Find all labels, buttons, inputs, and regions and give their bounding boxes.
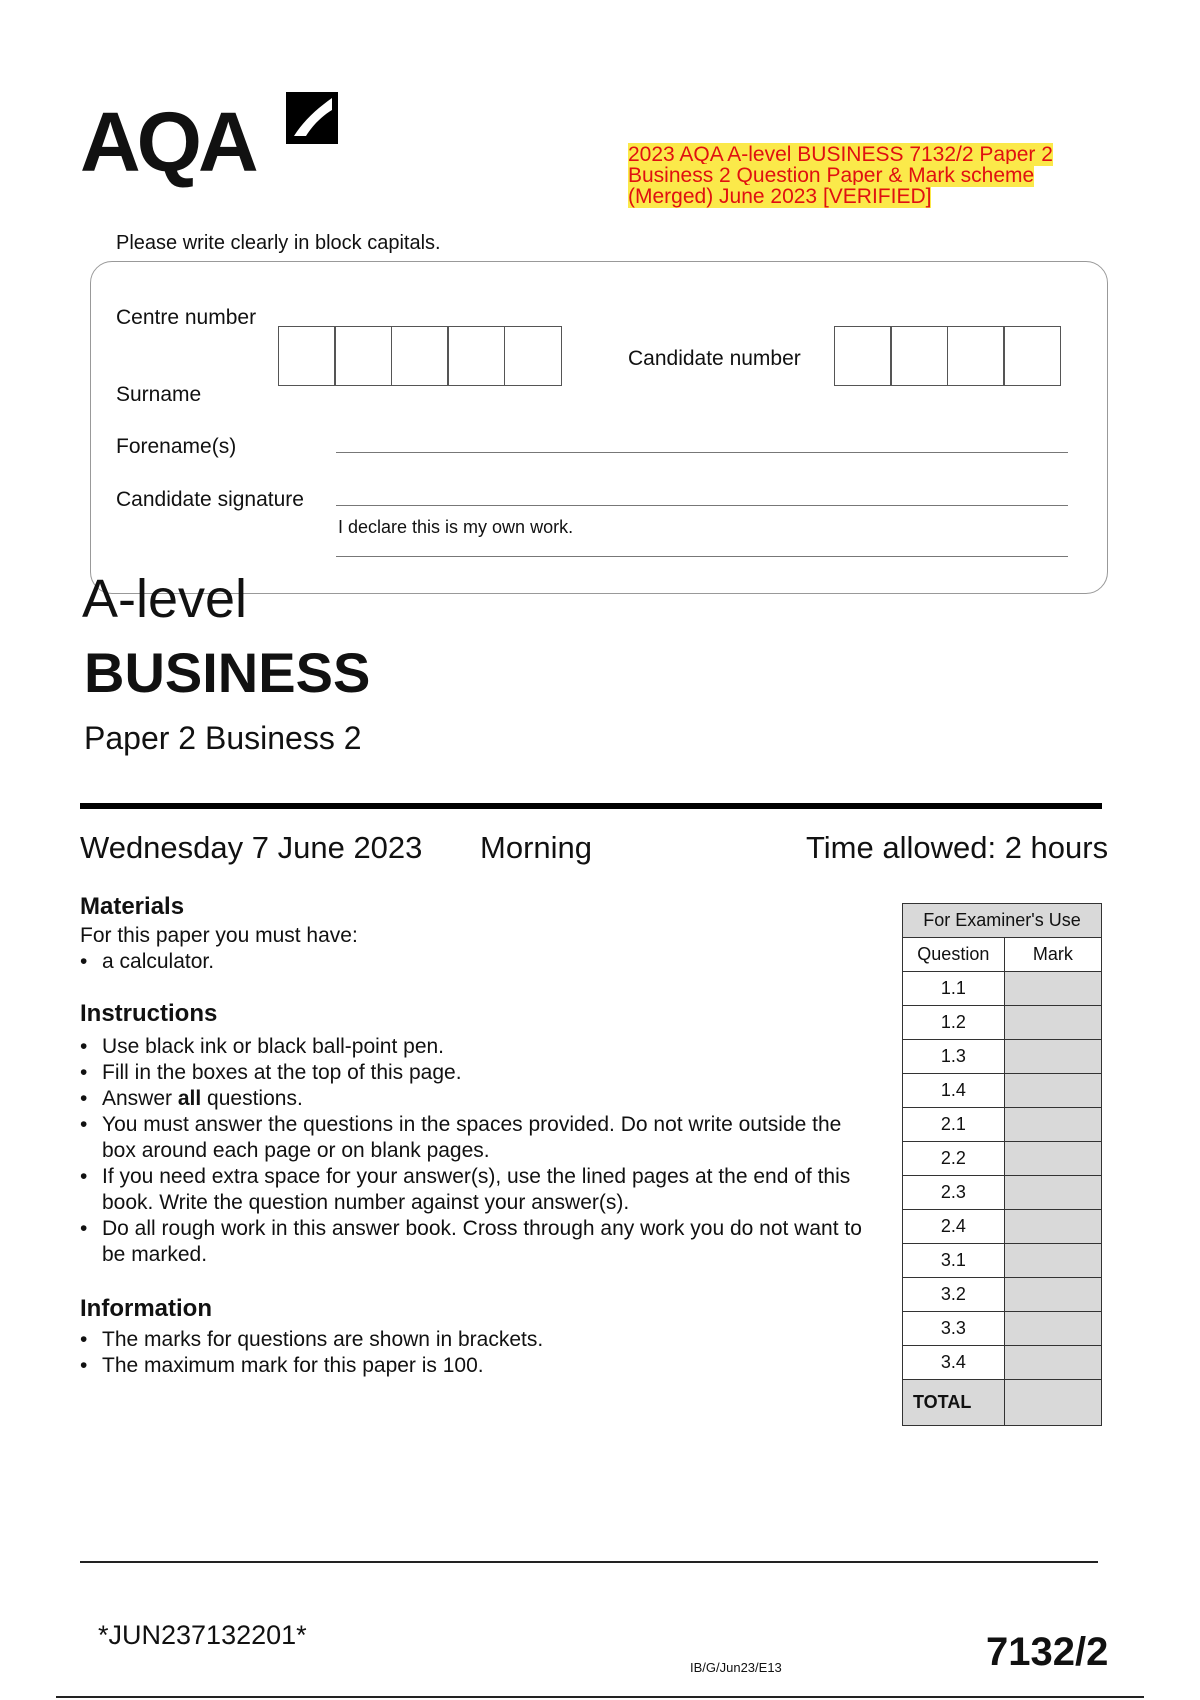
question-number: 3.2 — [903, 1278, 1005, 1312]
question-number: 2.4 — [903, 1210, 1005, 1244]
subject-title: BUSINESS — [84, 641, 371, 704]
question-number: 3.4 — [903, 1346, 1005, 1380]
mark-cell — [1004, 1040, 1101, 1074]
total-row — [903, 1380, 1102, 1426]
list-item: • You must answer the questions in the spaces provided. Do not write outside the box around each page or on blank pages. — [80, 1112, 880, 1164]
table-row — [903, 1346, 1102, 1380]
candidate-digit-box[interactable] — [890, 326, 948, 386]
list-item: • The maximum mark for this paper is 100. — [80, 1353, 880, 1379]
mark-cell — [1004, 1108, 1101, 1142]
question-number: 1.2 — [903, 1006, 1005, 1040]
table-row — [903, 1176, 1102, 1210]
exam-session: Morning — [480, 830, 592, 865]
exam-date: Wednesday 7 June 2023 — [80, 830, 423, 865]
instructions-section — [80, 1000, 880, 1268]
information-list — [80, 1327, 880, 1379]
aqa-logo: AQA — [80, 95, 255, 189]
table-row — [903, 972, 1102, 1006]
surname-label: Surname — [116, 383, 202, 406]
list-item: • The marks for questions are shown in brackets. — [80, 1327, 880, 1353]
write-clearly-note: Please write clearly in block capitals. — [116, 232, 441, 254]
mark-cell — [1004, 1142, 1101, 1176]
question-number: 3.1 — [903, 1244, 1005, 1278]
list-item: • Do all rough work in this answer book. Cross through any work you do not want to be marked. — [80, 1216, 880, 1268]
qualification-level: A-level — [82, 569, 248, 629]
list-item: • Answer all questions. — [80, 1086, 880, 1112]
question-number: 1.1 — [903, 972, 1005, 1006]
question-number: 2.1 — [903, 1108, 1005, 1142]
information-section — [80, 1295, 880, 1379]
title-divider — [80, 803, 1102, 809]
table-row — [903, 1244, 1102, 1278]
list-item: • Use black ink or black ball-point pen. — [80, 1034, 880, 1060]
table-row — [903, 1040, 1102, 1074]
question-column-header: Question — [903, 938, 1005, 972]
table-row — [903, 1074, 1102, 1108]
table-row — [903, 1006, 1102, 1040]
paper-code: 7132/2 — [986, 1630, 1109, 1674]
list-item: • If you need extra space for your answer(s), use the lined pages at the end of this book. Write the question number against your answer(s). — [80, 1164, 880, 1216]
mark-column-header: Mark — [1004, 938, 1101, 972]
table-row — [903, 1312, 1102, 1346]
table-row — [903, 1108, 1102, 1142]
centre-digit-box[interactable] — [391, 326, 449, 386]
mark-cell — [1004, 1006, 1101, 1040]
footer-divider — [80, 1561, 1098, 1563]
page-bottom-rule — [56, 1696, 1144, 1698]
centre-number-boxes[interactable] — [279, 326, 562, 386]
information-heading: Information — [80, 1295, 212, 1322]
mark-cell — [1004, 1176, 1101, 1210]
question-number: 2.2 — [903, 1142, 1005, 1176]
mark-cell — [1004, 1346, 1101, 1380]
barcode-text: *JUN237132201* — [98, 1620, 307, 1650]
time-allowed: Time allowed: 2 hours — [806, 830, 1109, 865]
mark-cell — [1004, 1312, 1101, 1346]
document-title-highlight: 2023 AQA A-level BUSINESS 7132/2 Paper 2 Business 2 Question Paper & Mark scheme (Merged) June 2023 [VERIFIED] — [628, 143, 1053, 208]
instructions-heading: Instructions — [80, 1000, 218, 1027]
mark-cell — [1004, 1244, 1101, 1278]
instructions-list — [80, 1034, 880, 1268]
examiner-table-title: For Examiner's Use — [903, 904, 1102, 938]
forename-label: Forename(s) — [116, 435, 237, 458]
signature-line[interactable] — [336, 505, 1068, 506]
mark-cell — [1004, 1074, 1101, 1108]
candidate-digit-box[interactable] — [1003, 326, 1061, 386]
candidate-number-boxes[interactable] — [835, 326, 1061, 386]
question-number: 1.4 — [903, 1074, 1005, 1108]
examiner-use-table — [902, 903, 1102, 1426]
centre-digit-box[interactable] — [447, 326, 505, 386]
list-item: • Fill in the boxes at the top of this page. — [80, 1060, 880, 1086]
table-row — [903, 1278, 1102, 1312]
declaration-text: I declare this is my own work. — [338, 517, 574, 537]
signature-label: Candidate signature — [116, 488, 304, 511]
paper-title: Paper 2 Business 2 — [84, 720, 362, 756]
total-mark-cell — [1004, 1380, 1101, 1426]
aqa-logo-mark-icon — [284, 90, 340, 146]
centre-number-label: Centre number — [116, 306, 257, 329]
list-item: • a calculator. — [80, 949, 880, 975]
candidate-number-label: Candidate number — [628, 347, 801, 370]
mark-cell — [1004, 972, 1101, 1006]
table-row — [903, 1210, 1102, 1244]
materials-heading: Materials — [80, 893, 185, 920]
question-number: 2.3 — [903, 1176, 1005, 1210]
materials-list — [80, 949, 880, 975]
total-label: TOTAL — [903, 1380, 1005, 1426]
candidate-digit-box[interactable] — [834, 326, 892, 386]
question-number: 3.3 — [903, 1312, 1005, 1346]
reference-code: IB/G/Jun23/E13 — [690, 1660, 782, 1675]
centre-digit-box[interactable] — [504, 326, 562, 386]
centre-digit-box[interactable] — [334, 326, 392, 386]
candidate-digit-box[interactable] — [947, 326, 1005, 386]
forename-line[interactable] — [336, 452, 1068, 453]
centre-digit-box[interactable] — [278, 326, 336, 386]
materials-section — [80, 893, 880, 975]
declaration-line — [336, 556, 1068, 557]
table-row — [903, 1142, 1102, 1176]
mark-cell — [1004, 1210, 1101, 1244]
question-number: 1.3 — [903, 1040, 1005, 1074]
mark-cell — [1004, 1278, 1101, 1312]
materials-intro: For this paper you must have: — [80, 924, 358, 947]
